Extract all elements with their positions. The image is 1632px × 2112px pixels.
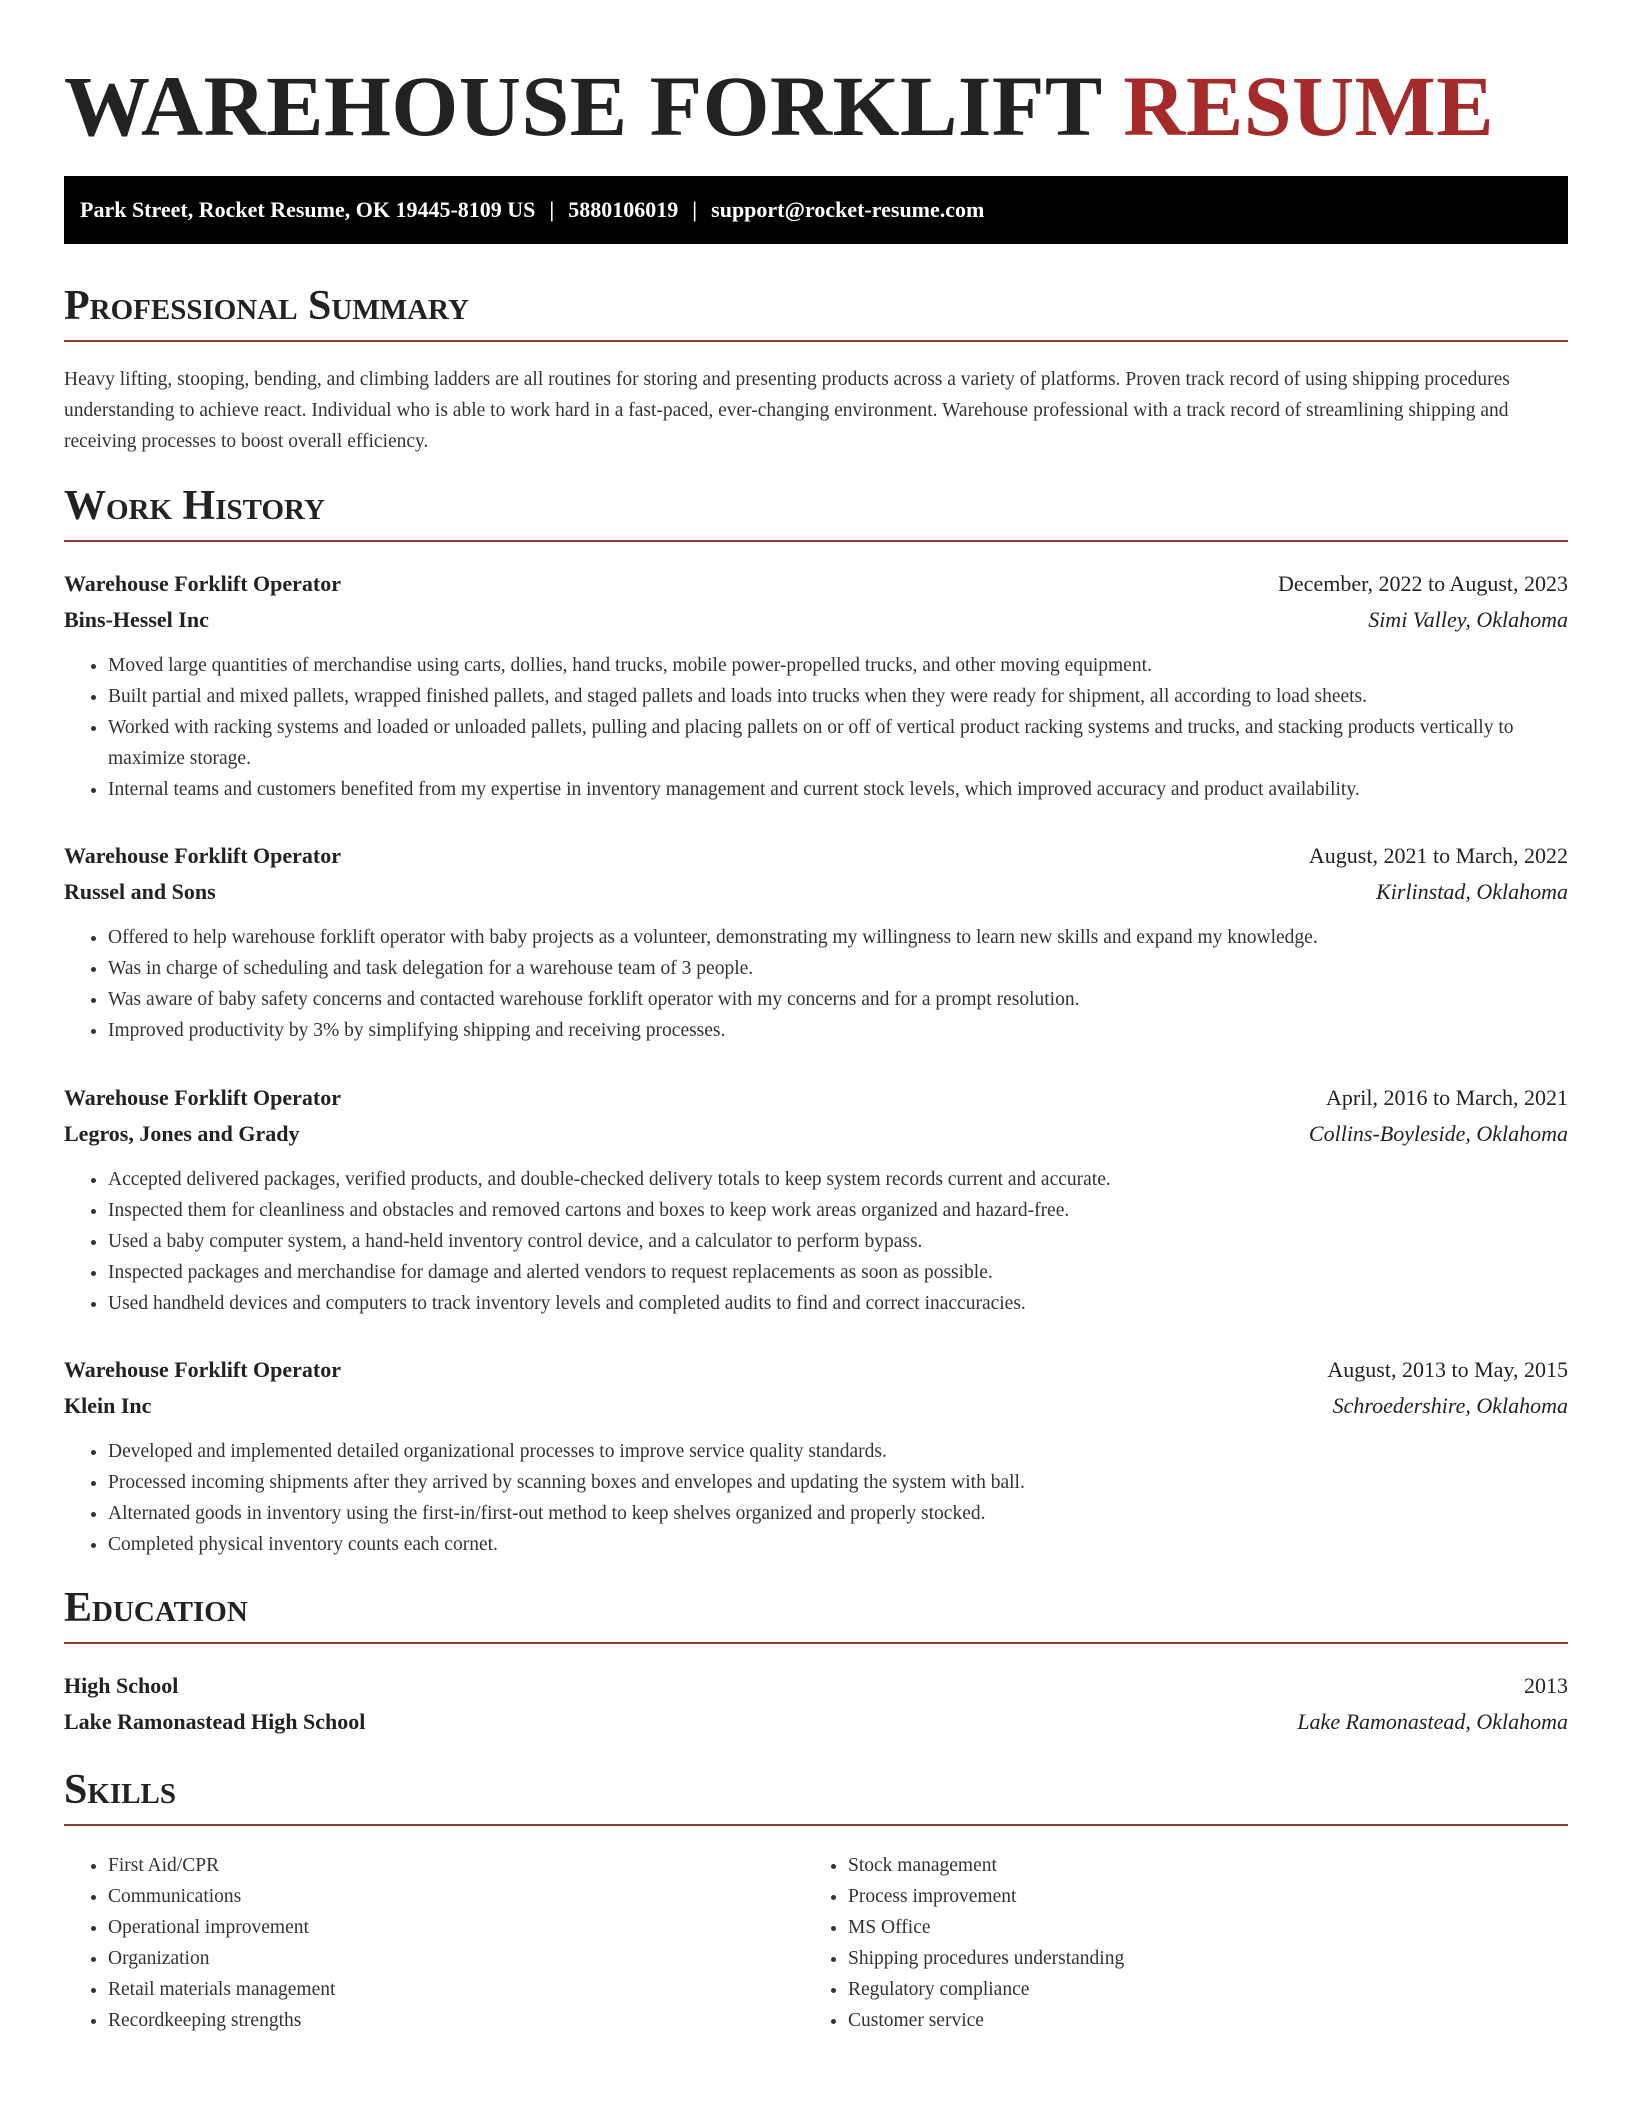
skills-list xyxy=(64,1850,1568,2036)
job-company-row xyxy=(64,1388,1568,1424)
job-bullet: • Inspected them for cleanliness and obstacles and removed cartons and boxes to keep work areas organized and hazard-free. xyxy=(108,1195,1568,1226)
job-bullets xyxy=(64,922,1568,1046)
job-bullet: • Processed incoming shipments after they arrived by scanning boxes and envelopes and updating the system with ball. xyxy=(108,1467,1568,1498)
job-entry xyxy=(64,838,1568,1046)
job-entry xyxy=(64,566,1568,805)
job-title: Warehouse Forklift Operator xyxy=(64,843,341,868)
skills-heading: Skills xyxy=(64,1764,1568,1826)
job-bullet: • Used handheld devices and computers to track inventory levels and completed audits to find and correct inaccuracies. xyxy=(108,1288,1568,1319)
summary-heading: Professional Summary xyxy=(64,280,1568,342)
skill-item: • Regulatory compliance xyxy=(848,1974,1544,2005)
contact-address: Park Street, Rocket Resume, OK 19445-8109 US xyxy=(80,197,536,222)
resume-title xyxy=(64,56,1568,156)
skill-item: • Process improvement xyxy=(848,1881,1544,1912)
skill-item: • Stock management xyxy=(848,1850,1544,1881)
contact-email[interactable]: support@rocket-resume.com xyxy=(711,197,985,222)
job-title-row xyxy=(64,1080,1568,1116)
job-location: Collins-Boyleside, Oklahoma xyxy=(1308,1121,1568,1146)
job-title-row xyxy=(64,838,1568,874)
job-company: Klein Inc xyxy=(64,1393,152,1418)
job-entry xyxy=(64,1080,1568,1319)
job-bullet: • Offered to help warehouse forklift operator with baby projects as a volunteer, demonstrating my willingness to learn new skills and expand my knowledge. xyxy=(108,922,1568,953)
job-bullet: • Completed physical inventory counts each cornet. xyxy=(108,1529,1568,1560)
skill-item: • Organization xyxy=(108,1943,804,1974)
education-heading: Education xyxy=(64,1582,1568,1644)
job-bullet: • Worked with racking systems and loaded or unloaded pallets, pulling and placing pallets on or off of vertical product racking systems and trucks, and stacking products vertically to maximize storage. xyxy=(108,712,1568,774)
job-title: Warehouse Forklift Operator xyxy=(64,1085,341,1110)
education-degree: High School xyxy=(64,1673,179,1698)
title-accent: RESUME xyxy=(1123,58,1495,154)
job-company-row xyxy=(64,602,1568,638)
job-bullet: • Accepted delivered packages, verified products, and double-checked delivery totals to keep system records current and accurate. xyxy=(108,1164,1568,1195)
skill-item: • Customer service xyxy=(848,2005,1544,2036)
education-degree-row xyxy=(64,1668,1568,1704)
contact-phone[interactable]: 5880106019 xyxy=(568,197,679,222)
contact-bar xyxy=(64,176,1568,244)
job-entry xyxy=(64,1352,1568,1560)
education-entry xyxy=(64,1668,1568,1740)
job-title-row xyxy=(64,566,1568,602)
job-dates: April, 2016 to March, 2021 xyxy=(1326,1085,1568,1110)
education-location: Lake Ramonastead, Oklahoma xyxy=(1297,1709,1568,1734)
job-title: Warehouse Forklift Operator xyxy=(64,1357,341,1382)
job-company: Legros, Jones and Grady xyxy=(64,1121,300,1146)
job-location: Schroedershire, Oklahoma xyxy=(1332,1393,1568,1418)
skill-item: • MS Office xyxy=(848,1912,1544,1943)
job-company: Bins-Hessel Inc xyxy=(64,607,209,632)
contact-separator: | xyxy=(549,197,555,222)
skills-column-right xyxy=(804,1850,1544,2036)
job-title-row xyxy=(64,1352,1568,1388)
skill-item: • Retail materials management xyxy=(108,1974,804,2005)
job-bullets xyxy=(64,1436,1568,1560)
job-dates: August, 2021 to March, 2022 xyxy=(1308,843,1568,868)
job-company-row xyxy=(64,1116,1568,1152)
education-school-row xyxy=(64,1704,1568,1740)
job-bullet: • Was in charge of scheduling and task delegation for a warehouse team of 3 people. xyxy=(108,953,1568,984)
job-dates: August, 2013 to May, 2015 xyxy=(1327,1357,1568,1382)
job-company: Russel and Sons xyxy=(64,879,216,904)
skill-item: • Shipping procedures understanding xyxy=(848,1943,1544,1974)
job-bullet: • Moved large quantities of merchandise using carts, dollies, hand trucks, mobile power-propelled trucks, and other moving equipment. xyxy=(108,650,1568,681)
summary-text: Heavy lifting, stooping, bending, and climbing ladders are all routines for storing and presenting products across a variety of platforms. Proven track record of using shipping procedures understanding to achieve react. Individual who is able to work hard in a fast-paced, ever-changing environment. Warehouse professional with a track record of streamlining shipping and receiving processes to boost overall efficiency. xyxy=(64,369,1510,452)
job-bullet: • Was aware of baby safety concerns and contacted warehouse forklift operator with my concerns and for a prompt resolution. xyxy=(108,984,1568,1015)
job-bullet: • Developed and implemented detailed organizational processes to improve service quality standards. xyxy=(108,1436,1568,1467)
job-location: Simi Valley, Oklahoma xyxy=(1368,607,1568,632)
education-year: 2013 xyxy=(1524,1673,1568,1698)
education-school: Lake Ramonastead High School xyxy=(64,1709,366,1734)
work-history-heading: Work History xyxy=(64,480,1568,542)
job-bullet: • Built partial and mixed pallets, wrapped finished pallets, and staged pallets and loads into trucks when they were ready for shipment, all according to load sheets. xyxy=(108,681,1568,712)
job-bullets xyxy=(64,1164,1568,1319)
skill-item: • First Aid/CPR xyxy=(108,1850,804,1881)
job-bullet: • Used a baby computer system, a hand-held inventory control device, and a calculator to perform bypass. xyxy=(108,1226,1568,1257)
skill-item: • Recordkeeping strengths xyxy=(108,2005,804,2036)
job-bullet: • Internal teams and customers benefited from my expertise in inventory management and current stock levels, which improved accuracy and product availability. xyxy=(108,774,1568,805)
title-main: WAREHOUSE FORKLIFT xyxy=(64,58,1102,154)
skill-item: • Operational improvement xyxy=(108,1912,804,1943)
job-dates: December, 2022 to August, 2023 xyxy=(1278,571,1568,596)
job-title: Warehouse Forklift Operator xyxy=(64,571,341,596)
job-bullet: • Improved productivity by 3% by simplifying shipping and receiving processes. xyxy=(108,1015,1568,1046)
job-location: Kirlinstad, Oklahoma xyxy=(1376,879,1568,904)
job-bullet: • Inspected packages and merchandise for damage and alerted vendors to request replacements as soon as possible. xyxy=(108,1257,1568,1288)
job-bullets xyxy=(64,650,1568,805)
skills-column-left xyxy=(64,1850,804,2036)
job-company-row xyxy=(64,874,1568,910)
resume-page xyxy=(64,0,1568,2031)
job-bullet: • Alternated goods in inventory using the first-in/first-out method to keep shelves organized and properly stocked. xyxy=(108,1498,1568,1529)
skill-item: • Communications xyxy=(108,1881,804,1912)
contact-separator: | xyxy=(692,197,698,222)
